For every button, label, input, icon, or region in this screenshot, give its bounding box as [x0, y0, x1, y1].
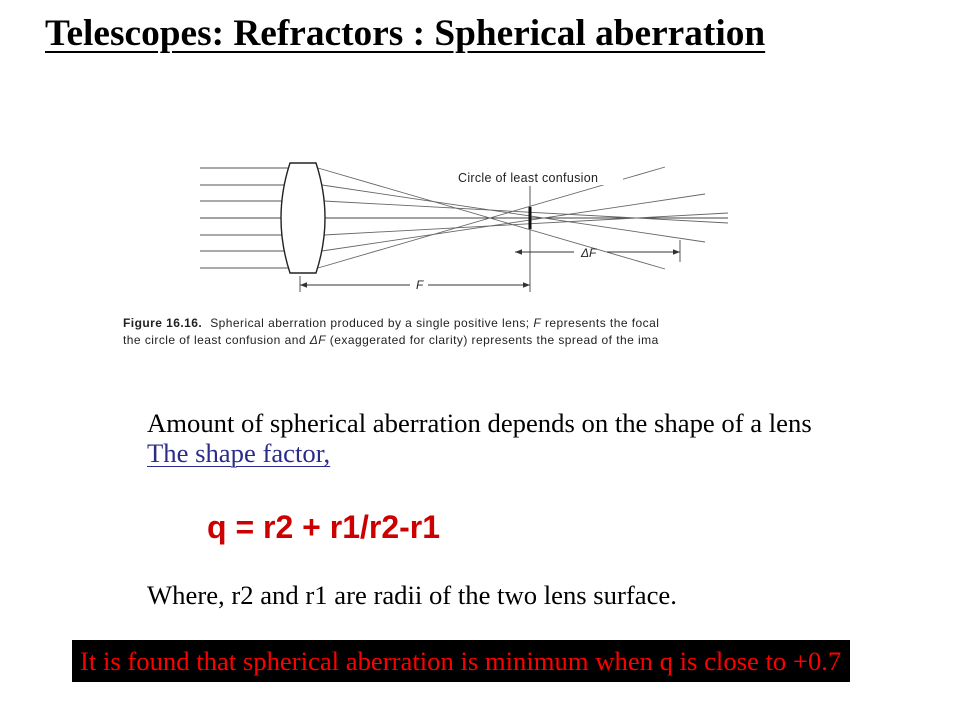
focal-length-label: F: [416, 278, 424, 292]
figure-number: Figure 16.16.: [123, 316, 203, 330]
conclusion-text: It is found that spherical aberration is minimum when q is close to +0.7: [80, 646, 842, 676]
caption-symbol-f: F: [533, 316, 542, 330]
slide-title: Telescopes: Refractors : Spherical aberration: [45, 13, 766, 54]
caption-symbol-delta-f: ΔF: [309, 333, 327, 347]
caption-text: (exaggerated for clarity) represents the spread of the ima: [326, 333, 659, 347]
caption-line-2: [123, 332, 730, 349]
biconvex-lens: [281, 163, 325, 273]
lens-ray-diagram: [110, 145, 740, 305]
caption-line-1: [123, 315, 730, 332]
radii-explanation: Where, r2 and r1 are radii of the two lens surface.: [147, 580, 677, 610]
intro-text: Amount of spherical aberration depends on the shape of a lens: [147, 408, 812, 438]
delta-f-label: ΔF: [581, 246, 597, 260]
caption-text: Spherical aberration produced by a single positive lens;: [210, 316, 534, 330]
refracted-ray-paraxial: [324, 201, 728, 223]
caption-text: the circle of least confusion and: [123, 333, 310, 347]
figure-caption: [123, 315, 730, 349]
refracted-ray-paraxial: [324, 213, 728, 235]
circle-of-least-confusion-label: Circle of least confusion: [458, 171, 599, 185]
shape-factor-link[interactable]: The shape factor,: [147, 438, 331, 468]
conclusion-box: [72, 640, 850, 682]
refracted-ray-zonal: [322, 194, 705, 251]
refracted-ray-zonal: [322, 185, 705, 242]
caption-text: represents the focal: [541, 316, 660, 330]
shape-factor-formula: q = r2 + r1/r2-r1: [207, 509, 441, 545]
